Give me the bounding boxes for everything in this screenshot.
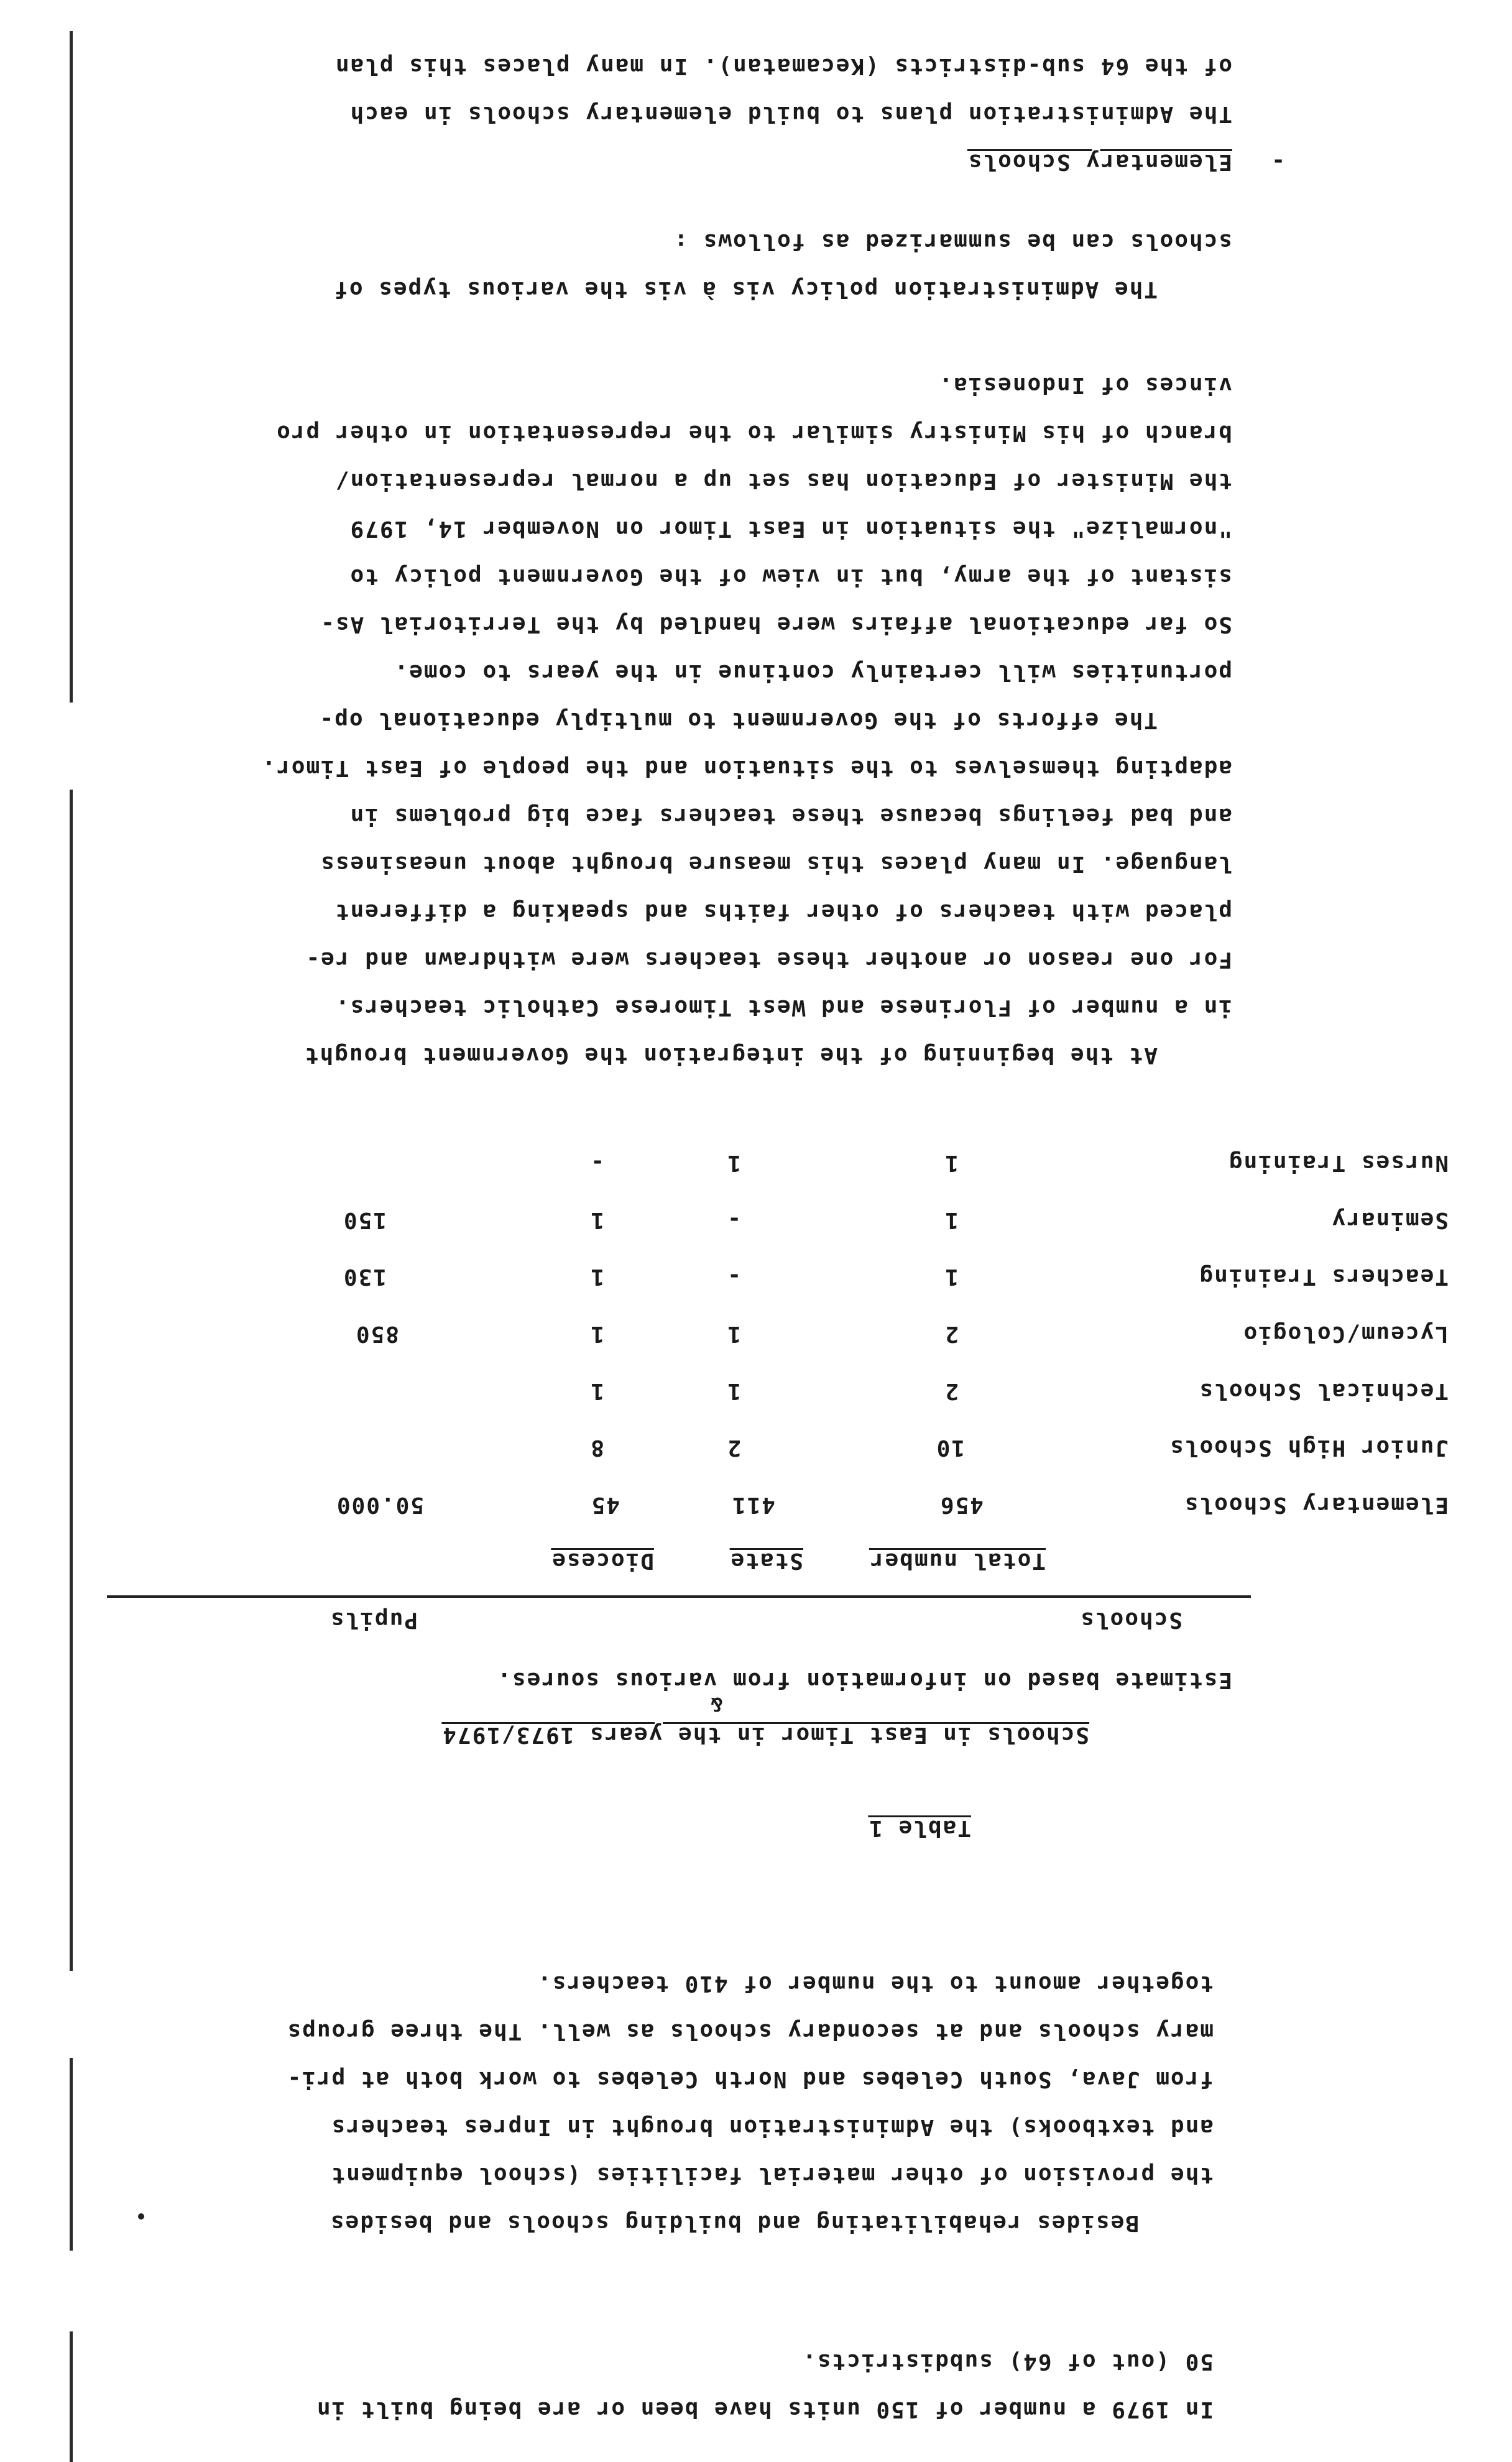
text-line: adapting themselves to the situation and the people of East Timor. xyxy=(260,755,1232,781)
cell-total: 1 xyxy=(944,1207,959,1233)
cell-state: 2 xyxy=(726,1435,741,1460)
text-line: placed with teachers of other faiths and speaking a different xyxy=(334,899,1232,924)
text-line: sistant of the army, but in view of the Government policy to xyxy=(349,564,1232,589)
cell-state: 1 xyxy=(726,1321,741,1347)
text-line: language. In many places this measure brought about uneasiness xyxy=(320,851,1232,877)
column-header-total: Total number xyxy=(869,1548,1046,1574)
cell-state: 1 xyxy=(726,1150,741,1176)
header-rule xyxy=(107,1595,1251,1598)
cell-diocese: 1 xyxy=(589,1378,604,1404)
table-note: Estimate based on information from various soures. xyxy=(496,1667,1232,1693)
title-mark: & xyxy=(709,1693,722,1715)
cell-total: 456 xyxy=(939,1492,984,1518)
row-name: Nurses Training xyxy=(1227,1150,1449,1176)
text-line: mary schools and at secondary schools as well. The three groups xyxy=(286,2019,1214,2044)
cell-total: 1 xyxy=(944,1150,959,1176)
table-title: Schools in East Timor in the years 1973/1974 xyxy=(441,1722,1089,1748)
cell-state: - xyxy=(726,1264,741,1289)
cell-state: 411 xyxy=(731,1492,775,1518)
margin-rule xyxy=(70,31,73,703)
column-group-schools: Schools xyxy=(1079,1607,1182,1633)
section-heading: Elementary Schools xyxy=(967,149,1232,175)
cell-diocese: 1 xyxy=(589,1321,604,1347)
cell-state: - xyxy=(726,1207,741,1233)
text-line: vinces of Indonesia. xyxy=(938,372,1232,398)
column-group-pupils: Pupils xyxy=(329,1607,418,1633)
text-line: The Administration policy vis à vis the various types of xyxy=(333,277,1158,302)
row-name: Elementary Schools xyxy=(1183,1492,1449,1518)
cell-total: 10 xyxy=(935,1435,965,1460)
cell-pupils: 50.000 xyxy=(335,1492,424,1518)
text-line: The Administration plans to build elementary schools in each xyxy=(349,101,1232,127)
cell-total: 2 xyxy=(944,1321,959,1347)
cell-state: 1 xyxy=(726,1378,741,1404)
row-name: Teachers Training xyxy=(1198,1264,1449,1289)
text-line: In 1979 a number of 150 units have been or are being built in xyxy=(315,2397,1214,2422)
column-header-diocese: Diocese xyxy=(551,1548,654,1574)
row-name: Lyceum/Cologio xyxy=(1242,1321,1449,1347)
text-line: "normalize" the situation in East Timor on November 14, 1979 xyxy=(349,516,1232,542)
cell-total: 1 xyxy=(944,1264,959,1289)
text-line: For one reason or another these teachers were withdrawn and re- xyxy=(305,947,1232,972)
text-line: 50 (out of 64) subdistricts. xyxy=(801,2349,1214,2374)
text-line: together amount to the number of 410 teachers. xyxy=(537,1971,1214,1996)
row-name: Junior High Schools xyxy=(1169,1435,1449,1460)
cell-diocese: - xyxy=(589,1150,604,1176)
text-line: Besides rehabilitating and building schools and besides xyxy=(329,2210,1139,2236)
margin-rule xyxy=(70,2058,73,2251)
text-line: of the 64 sub-districts (Kecamatan). In many places this plan xyxy=(334,53,1232,79)
cell-diocese: 8 xyxy=(589,1435,604,1460)
cell-diocese: 1 xyxy=(589,1264,604,1289)
column-header-state: State xyxy=(729,1548,803,1574)
text-line: the Minister of Education has set up a normal representation/ xyxy=(334,468,1232,494)
cell-pupils: 130 xyxy=(342,1264,387,1289)
text-line: from Java, South Celebes and North Celebes to work both at pri- xyxy=(286,2067,1214,2092)
text-line: schools can be summarized as follows : xyxy=(673,229,1232,254)
text-line: and bad feelings because these teachers face big problems in xyxy=(349,803,1232,829)
text-line: and textbooks) the Administration brought in Inpres teachers xyxy=(330,2114,1214,2140)
text-line: in a number of Florinese and West Timorese Catholic teachers. xyxy=(334,995,1232,1020)
section-dash: - xyxy=(1270,149,1285,175)
table-label: Table 1 xyxy=(868,1815,971,1841)
cell-diocese: 1 xyxy=(589,1207,604,1233)
text-line: branch of his Ministry similar to the representation in other pro xyxy=(275,420,1232,446)
row-name: Seminary xyxy=(1330,1207,1449,1233)
cell-pupils: 150 xyxy=(342,1207,387,1233)
margin-rule xyxy=(70,2331,73,2462)
text-line: So far educational affairs were handled by the Territorial As- xyxy=(320,612,1232,637)
text-line: At the beginning of the integration the Government brought xyxy=(303,1043,1158,1068)
cell-total: 2 xyxy=(944,1378,959,1404)
bullet-dot xyxy=(138,2213,144,2220)
cell-diocese: 45 xyxy=(590,1492,620,1518)
margin-rule xyxy=(70,790,73,1971)
text-line: the provision of other material facilities (school equipment xyxy=(330,2162,1214,2188)
row-name: Technical Schools xyxy=(1198,1378,1449,1404)
text-line: The efforts of the Government to multiply educational op- xyxy=(318,708,1158,733)
text-line: portunities will certainly continue in the years to come. xyxy=(393,660,1232,685)
cell-pupils: 850 xyxy=(354,1321,399,1347)
